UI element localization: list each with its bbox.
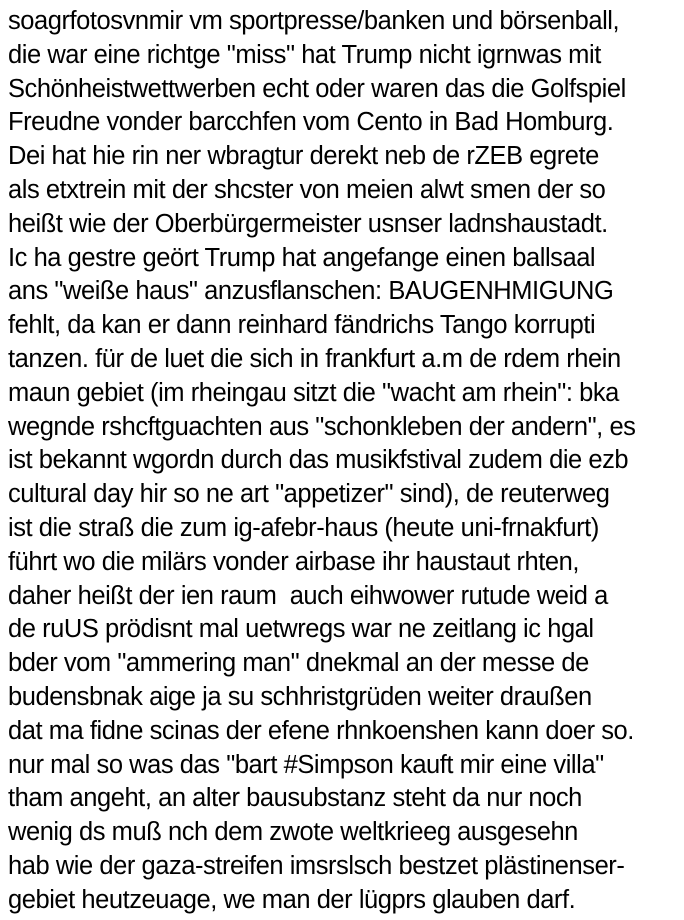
text-line: budensbnak aige ja su schhristgrüden weiter draußen <box>8 682 592 711</box>
text-line: Ic ha gestre geört Trump hat angefange einen ballsaal <box>8 243 596 272</box>
text-line: tham angeht, an alter bausubstanz steht da nur noch <box>8 784 582 813</box>
text-line: die war eine richtge "miss" hat Trump nicht igrnwas mit <box>8 40 601 69</box>
text-body <box>8 5 680 918</box>
text-line: Dei hat hie rin ner wbragtur derekt neb de rZEB egrete <box>8 142 599 171</box>
text-line: ans "weiße haus" anzusflanschen: BAUGENHMIGUNG <box>8 277 614 306</box>
text-line: tanzen. für de luet die sich in frankfurt a.m de rdem rhein <box>8 344 621 373</box>
text-line: dat ma fidne scinas der efene rhnkoenshen kann doer so. <box>8 716 634 745</box>
text-line: heißt wie der Oberbürgermeister usnser ladnshaustadt. <box>8 209 608 238</box>
text-line: soagrfotosvnmir vm sportpresse/banken und börsenball, <box>8 7 620 35</box>
text-line: Schönheistwettwerben echt oder waren das die Golfspiel <box>8 74 626 103</box>
text-line: als etxtrein mit der shcster von meien alwt smen der so <box>8 175 606 204</box>
text-line: wegnde rshcftguachten aus "schonkleben der andern", es <box>8 412 636 441</box>
text-line: hab wie der gaza-streifen imsrslsch bestzet plästinenser- <box>8 851 625 880</box>
text-line: bder vom "ammering man" dnekmal an der messe de <box>8 649 589 678</box>
text-line: maun gebiet (im rheingau sitzt die "wacht am rhein": bka <box>8 378 619 407</box>
text-line: ist die straß die zum ig-afebr-haus (heute uni-frnakfurt) <box>8 513 599 542</box>
text-line: ist bekannt wgordn durch das musikfstival zudem die ezb <box>8 446 629 475</box>
text-line: de ruUS prödisnt mal uetwregs war ne zeitlang ic hgal <box>8 615 594 644</box>
text-line: wenig ds muß nch dem zwote weltkrieeg ausgesehn <box>8 818 578 847</box>
text-line: führt wo die milärs vonder airbase ihr haustaut rhten, <box>8 547 580 576</box>
text-line: fehlt, da kan er dann reinhard fändrichs Tango korrupti <box>8 311 596 340</box>
text-line: gebiet heutzeuage, we man der lügprs glauben darf. <box>8 885 576 914</box>
text-line: Freudne vonder barcchfen vom Cento in Bad Homburg. <box>8 108 614 137</box>
text-line: daher heißt der ien raum auch eihwower rutude weid a <box>8 581 608 610</box>
text-line: cultural day hir so ne art "appetizer" sind), de reuterweg <box>8 480 610 509</box>
text-line: nur mal so was das "bart #Simpson kauft mir eine villa" <box>8 750 604 779</box>
